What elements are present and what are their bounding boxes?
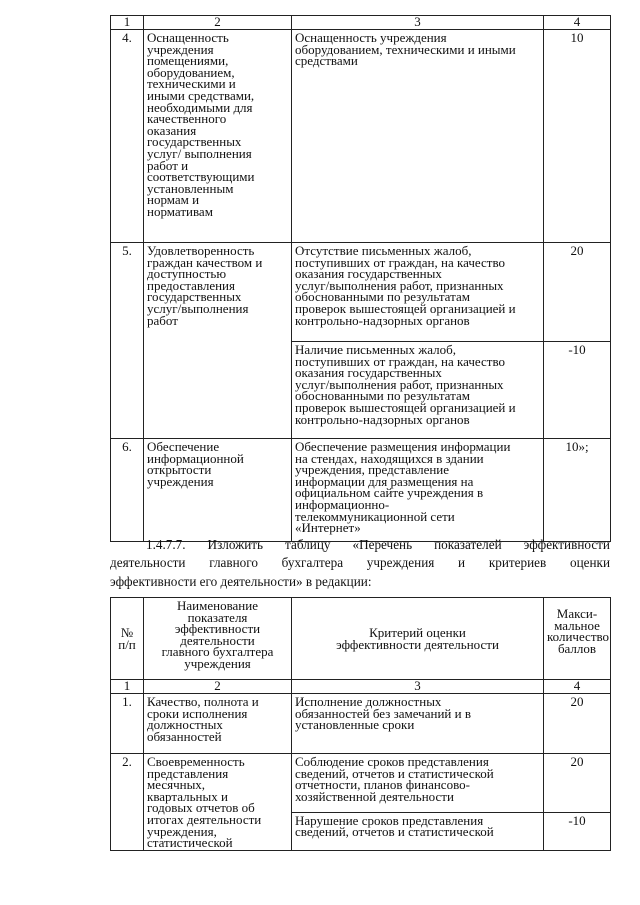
indicator-text: Обеспечение информационной открытости учреждения (147, 439, 244, 489)
column-number: 3 (292, 16, 544, 30)
row-number: 6. (111, 439, 144, 542)
column-number: 2 (144, 680, 292, 694)
criteria-text: Нарушение сроков представления сведений, отчетов и статистической (295, 812, 494, 840)
indicator-cell (144, 243, 292, 439)
table-header-row (111, 598, 611, 680)
column-number-row (111, 680, 611, 694)
row-number: 2. (111, 754, 144, 851)
indicator-cell (144, 30, 292, 243)
score-cell: -10 (544, 342, 611, 439)
criteria-cell (292, 243, 544, 342)
indicator-cell (144, 439, 292, 542)
criteria-text: Соблюдение сроков представления сведений, отчетов и статистической отчетности, планов финансово- хозяйственной деятельности (295, 754, 494, 804)
table-row (111, 243, 611, 342)
criteria-text: Обеспечение размещения информации на стендах, находящихся в здании учреждения, представление информации для размещения на официальном сайте учреждения в информационно- телекоммуникационной сети «Интернет» (295, 439, 511, 536)
row-number: 4. (111, 30, 144, 243)
score-cell: 20 (544, 694, 611, 754)
indicator-cell (144, 754, 292, 851)
criteria-text: Отсутствие письменных жалоб, поступивших от граждан, на качество оказания государственных услуг/выполнения работ, признанных обоснованными по результатам проверок вышестоящей организацией и контрольно-надзорных органов (295, 243, 516, 328)
header-text: Критерий оценки эффективности деятельности (336, 625, 499, 652)
header-score (544, 598, 611, 680)
header-text: Макси- мальное количество баллов (547, 606, 610, 656)
score-cell: 20 (544, 754, 611, 813)
performance-criteria-table-continued (110, 15, 611, 542)
table-row (111, 439, 611, 542)
criteria-cell (292, 694, 544, 754)
column-number: 4 (544, 680, 611, 694)
indicator-text: Удовлетворенность граждан качеством и доступностью предоставления государственных услуг/выполнения работ (147, 243, 263, 328)
header-indicator (144, 598, 292, 680)
score-cell: 10»; (544, 439, 611, 542)
table-row (111, 694, 611, 754)
column-number-row (111, 16, 611, 30)
score-cell: 10 (544, 30, 611, 243)
header-number (111, 598, 144, 680)
column-number: 1 (111, 680, 144, 694)
column-number: 2 (144, 16, 292, 30)
instruction-paragraph (110, 536, 610, 591)
score-cell: 20 (544, 243, 611, 342)
header-text: Наименование показателя эффективности деятельности главного бухгалтера учреждения (161, 598, 274, 671)
criteria-cell (292, 812, 544, 850)
indicator-text: Качество, полнота и сроки исполнения должностных обязанностей (147, 694, 259, 744)
chief-accountant-criteria-table (110, 597, 611, 851)
column-number: 3 (292, 680, 544, 694)
score-cell: -10 (544, 812, 611, 850)
table-row (111, 754, 611, 813)
header-text: № п/п (118, 625, 136, 652)
indicator-text: Оснащенность учреждения помещениями, оборудованием, техническими и иными средствами, необходимыми для качественного оказания государственных услуг/ выполнения работ и соответствующими установленным нормам и нормативам (147, 30, 255, 219)
indicator-text: Своевременность представления месячных, квартальных и годовых отчетов об итогах деятельности учреждения, статистической (147, 754, 262, 851)
paragraph-line: 1.4.7.7. Изложить таблицу «Перечень показателей эффективности (146, 537, 610, 552)
criteria-text: Наличие письменных жалоб, поступивших от граждан, на качество оказания государственных услуг/выполнения работ, признанных обоснованными по результатам проверок вышестоящей организацией и контрольно-надзорных органов (295, 342, 516, 427)
criteria-cell (292, 30, 544, 243)
table-row (111, 30, 611, 243)
row-number: 1. (111, 694, 144, 754)
header-criteria (292, 598, 544, 680)
criteria-text: Исполнение должностных обязанностей без замечаний и в установленные сроки (295, 694, 471, 733)
criteria-cell (292, 754, 544, 813)
indicator-cell (144, 694, 292, 754)
criteria-text: Оснащенность учреждения оборудованием, техническими и иными средствами (295, 30, 516, 69)
paragraph-line: эффективности его деятельности» в редакции: (110, 573, 372, 589)
column-number: 4 (544, 16, 611, 30)
paragraph-line: деятельности главного бухгалтера учреждения и критериев оценки (110, 555, 610, 571)
criteria-cell (292, 342, 544, 439)
column-number: 1 (111, 16, 144, 30)
criteria-cell (292, 439, 544, 542)
row-number: 5. (111, 243, 144, 439)
